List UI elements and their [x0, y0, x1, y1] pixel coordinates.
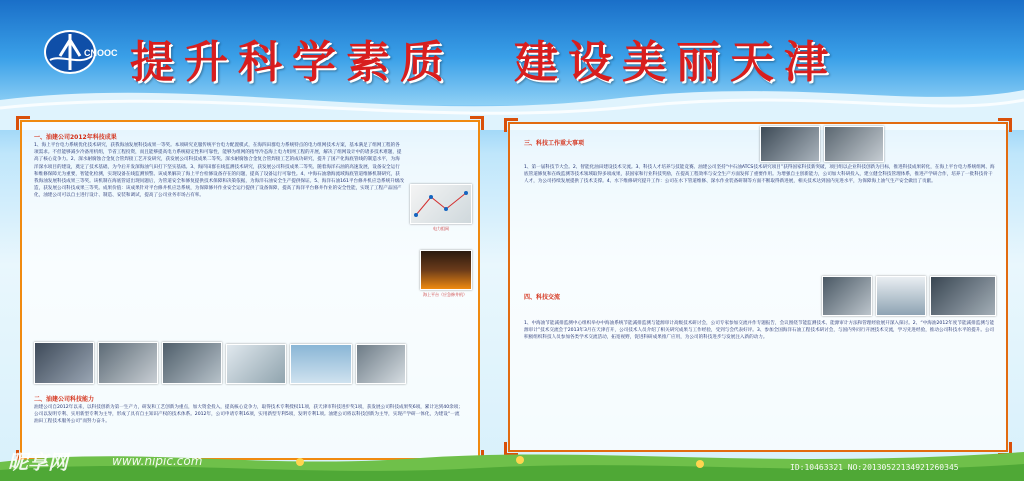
- headline-left: 提升科学素质: [130, 37, 454, 88]
- left-section1-title: 一、油建公司2012年科技成果: [34, 134, 117, 141]
- page-headline: [130, 28, 950, 88]
- platform-photo: [420, 250, 472, 290]
- pipe-photo: [98, 342, 158, 384]
- right-section1-title: 三、科技工作重大事项: [524, 140, 585, 147]
- exchange-photo-3: [930, 276, 996, 316]
- right-panel: [508, 122, 1008, 452]
- workshop-photo: [356, 344, 406, 384]
- welding-photo: [34, 342, 94, 384]
- corner-decoration: [470, 116, 484, 130]
- logo-text: CNOOC: [84, 48, 118, 58]
- platform-caption: 海上平台（应急修井机）: [423, 292, 467, 297]
- meeting-photo: [760, 126, 820, 162]
- corner-decoration: [16, 116, 30, 130]
- right-section2-text: 1、中海油节能减排监测中心组织举办中海油系统节能减排监测与能源审计高级技术研讨会，公司专家参加交流并作专题报告，会议围绕节能监测技术、能源审计方法和管理经验展开深入探讨。2、“中海油2012年度节能减排监测与能源审计”技术交流会于2013年3月在天津召开，公司技术人员介绍了相关研究成果与工作经验，受到与会代表好评。3、参加全国海洋石油工程技术研讨会，与国内外同行开展技术交流，学习先进经验，推动公司科技水平的提升。公司积极组织科技人员参加各类学术交流活动，拓宽视野，促进科研成果推广应用，为公司的科技进步与发展注入新的动力。: [524, 321, 995, 341]
- conference-photo: [824, 126, 884, 162]
- power-grid-diagram-image: [410, 184, 472, 224]
- right-section2-title: 四、科技交流: [524, 294, 561, 301]
- right-section1-text: 1、第一届科技节大会。2、智能化油田建设技术交流。3、科技人才培养与技能竞赛。油建公司坚持“中石油ATCS技术研究项目”获得国家科技新突破，项目组以企业科技创新为目标，推进科技成果转化，在海上平台电力系统组网、海底管道修复和在线监测等技术领域取得多项成果，获国家和行业科技奖励，在提高工程效率与安全生产方面发挥了重要作用。为增强自主创新能力，公司加大科研投入，建立健全科技管理体系，推进产学研合作，培养了一批科技骨干人才，为公司持续发展提供了技术支撑。4、水下维修研究提升工作：公司在水下管道维修、深水作业装备研制等方面不断取得新进展，相关技术达到国内先进水平，为保障海上油气生产安全做出了贡献。: [524, 165, 995, 185]
- watermark-image-id: ID:10463321 NO:20130522134921260345: [790, 463, 959, 472]
- corner-decoration: [998, 118, 1012, 132]
- left-section2-title: 二、油建公司科技能力: [34, 396, 95, 403]
- left-section1-text: 1、海上平台电力系统优化技术研究，获我海油发展科技成果一等奖。本项研究克服传统平台电力配置模式，在海四田群电力系统特点的电力组网技术方案，基本满足了组网工程的各项需求。不但能够减少冷备用机组，节省工程投资，而且能够提高电力系统稳定性和可靠性，能够为组网的指导冷态海上电力组网工程的开展，解决了组网设计中的诸多技术难题，提高了核心竞争力。2、深水耐腐蚀合金复合管焊接工艺开发研究，获发展公司科技成果二等奖。深水耐腐蚀合金复合管焊接工艺的成功研究，提升了国产化海底管线的制造水平，为海洋深水项目的建设，奠定了技术基础，为今后开发深海油气田打下坚实基础。3、海四田群在线监测技术研究，获发展公司科技成果二等奖。随着海洋石油的高速发展，设备安全运行和维修保障尤为重要，智能化检测，实现设备在线监测预警。该成果解决了海上平台检修设备存在的问题，提高了设备运行可靠性。4、中海石油渤海流域海底管道维修机制研究，获我海油发展科技成果三等奖。该机制在海底管道出现问题后，为管道安全和修复提供技术保障和决策依据，为海洋石油安全生产提供保证。5、海洋石油161平台修井机应急系统升级改造，获发展公司科技成果三等奖。成果价值：该成果针对平台修井机应急系统，为保障修井作业安全运行提供了设备保障，提高了海洋平台修井作业的安全性能，实现了工程产品国产化，油建公司可以自主进行设计、制造、安装和调试，提高了公司业务市场占有率。: [34, 143, 405, 199]
- watermark-site-name: 昵享网: [8, 450, 68, 474]
- left-panel: [20, 120, 480, 460]
- corner-decoration: [504, 118, 518, 132]
- watermark-site-url: www.nipic.com: [112, 454, 203, 468]
- exchange-photo-2: [876, 276, 926, 316]
- cnooc-logo-icon: [40, 26, 118, 78]
- lab-photo: [226, 344, 286, 384]
- left-section2-text: 油建公司自2012年以来，以科技创新为第一生产力，研发和工艺创新为重点，加大资金投入，提高核心竞争力，取得技术专利授权11项，获天津市科技进步奖1项，获发展公司科技成果奖6项，累计达到40余项；公司以发明专利、实用新型专利为主导，形成了具有自主知识产权的技术体系。2012年，公司申请专利16项，实用新型专利5项，发明专利1项。油建公司将以科技创新为主导，实现产学研一体化，为建设“一流油田工程技术服务公司”而努力奋斗。: [34, 405, 463, 425]
- equipment-photo: [162, 342, 222, 384]
- power-grid-caption: 电力组网: [433, 226, 449, 231]
- exchange-photo-1: [822, 276, 872, 316]
- headline-right: 建设美丽天津: [514, 37, 838, 88]
- vessel-photo: [290, 344, 352, 384]
